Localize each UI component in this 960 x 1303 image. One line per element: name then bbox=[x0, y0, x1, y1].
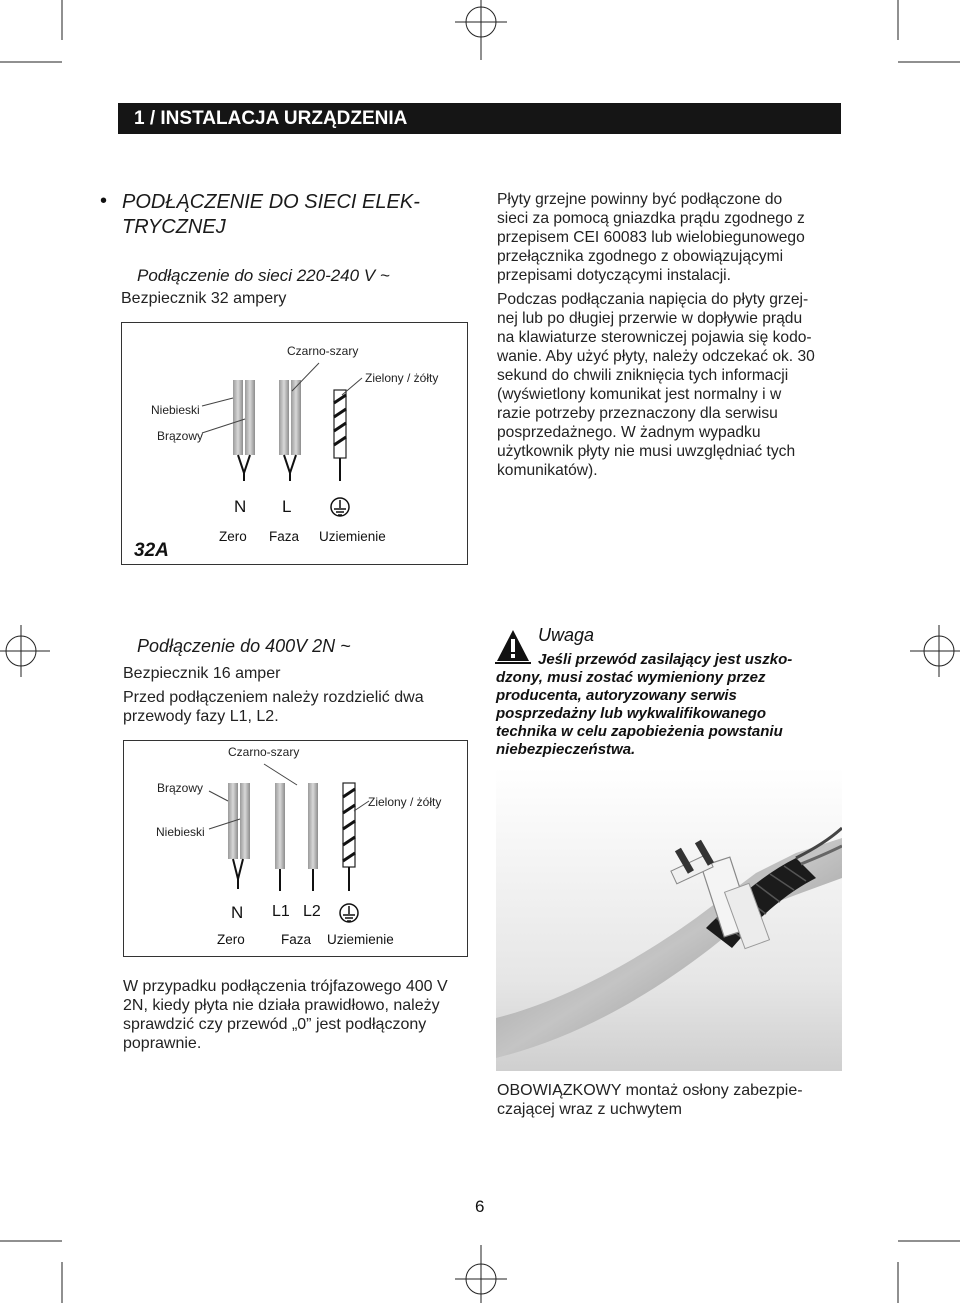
bullet: • bbox=[100, 190, 108, 212]
page-number: 6 bbox=[475, 1197, 485, 1216]
section-title bbox=[122, 190, 420, 240]
para1-line: Płyty grzejne powinny być podłączone do bbox=[497, 191, 783, 208]
label-zero: Zero bbox=[219, 529, 247, 544]
wiring-diagram-single-phase bbox=[121, 322, 468, 565]
warning-line: niebezpieczeństwa. bbox=[496, 741, 636, 758]
para2-line: Podczas podłączania napięcia do płyty grzej- bbox=[497, 291, 809, 308]
para1-line: przepisem CEI 60083 lub wielobiegunowego bbox=[497, 229, 805, 246]
para2-line: na klawiaturze sterowniczej pojawia się kodo- bbox=[497, 329, 812, 346]
para1-line: przepisami dotyczącymi instalacji. bbox=[497, 267, 731, 284]
three-phase-line: poprawnie. bbox=[123, 1035, 202, 1052]
label-black-grey: Czarno-szary bbox=[228, 745, 300, 759]
fuse-rating-32a: Bezpiecznik 32 ampery bbox=[121, 290, 287, 307]
note-line: Przed podłączeniem należy rozdzielić dwa bbox=[123, 689, 424, 706]
warning-line: technika w celu zapobieżenia powstaniu bbox=[496, 723, 783, 740]
warning-line: producenta, autoryzowany serwis bbox=[496, 687, 737, 704]
label-black-grey: Czarno-szary bbox=[287, 344, 359, 358]
terminal-l2: L2 bbox=[303, 903, 321, 920]
para2-line: sekund do chwili zniknięcia tych informacji bbox=[497, 367, 789, 384]
para2-line: nej lub po długiej przerwie w dopływie prądu bbox=[497, 310, 803, 327]
cable-clamp-photo bbox=[496, 768, 842, 1071]
label-blue: Niebieski bbox=[156, 825, 205, 839]
label-green-yellow: Zielony / żółty bbox=[365, 371, 439, 385]
para2-line: komunikatów). bbox=[497, 462, 598, 479]
warning-title: Uwaga bbox=[538, 625, 595, 645]
para1-line: sieci za pomocą gniazdka prądu zgodnego z bbox=[497, 210, 805, 227]
label-phase: Faza bbox=[269, 529, 300, 544]
warning-line-1: Jeśli przewód zasilający jest uszko- bbox=[538, 651, 793, 668]
terminal-n: N bbox=[231, 903, 244, 922]
para1-line: przełącznika zgodnego z obowiązującymi bbox=[497, 248, 784, 265]
subsection-title-400v: Podłączenie do 400V 2N ~ bbox=[137, 636, 351, 656]
split-phases-note bbox=[123, 688, 424, 726]
connection-instructions bbox=[497, 190, 842, 285]
warning-line: dzony, musi zostać wymieniony przez bbox=[496, 669, 766, 686]
para2-line: posprzedażnego. W żadnym wypadku bbox=[497, 424, 761, 441]
note-line: przewody fazy L1, L2. bbox=[123, 708, 279, 725]
caption-line: czającej wraz z uchwytem bbox=[497, 1101, 682, 1118]
wiring-diagram2-drawing bbox=[124, 741, 466, 955]
label-earth: Uziemienie bbox=[319, 529, 386, 544]
warning-line: posprzedażny lub wykwalifikowanego bbox=[496, 705, 767, 722]
three-phase-note bbox=[123, 977, 473, 1053]
power-on-note bbox=[497, 290, 842, 480]
terminal-n: N bbox=[234, 497, 247, 516]
cable-clamp-illustration bbox=[496, 768, 842, 1071]
fuse-rating-16a: Bezpiecznik 16 amper bbox=[123, 665, 281, 682]
earth-symbol-icon bbox=[331, 498, 349, 516]
photo-caption bbox=[497, 1081, 842, 1119]
para2-line: (wyświetlony komunikat jest normalny i w bbox=[497, 386, 782, 403]
warning-text bbox=[496, 669, 841, 759]
label-brown: Brązowy bbox=[157, 781, 204, 795]
wiring-diagram-drawing bbox=[122, 323, 466, 563]
three-phase-line: W przypadku podłączenia trójfazowego 400 V bbox=[123, 978, 448, 995]
wiring-diagram-two-phase bbox=[123, 740, 468, 957]
earth-symbol-icon bbox=[340, 904, 358, 922]
section-title-line2: TRYCZNEJ bbox=[122, 216, 226, 238]
label-earth: Uziemienie bbox=[327, 932, 394, 947]
subsection-title-230v: Podłączenie do sieci 220-240 V ~ bbox=[137, 266, 390, 285]
para2-line: razie potrzeby przeznaczony dla serwisu bbox=[497, 405, 778, 422]
label-blue: Niebieski bbox=[151, 403, 200, 417]
rating-32a: 32A bbox=[134, 540, 169, 561]
terminal-l1: L1 bbox=[272, 903, 290, 920]
warning-icon bbox=[495, 628, 531, 664]
three-phase-line: sprawdzić czy przewód „0” jest podłączony bbox=[123, 1016, 427, 1033]
label-phase: Faza bbox=[281, 932, 312, 947]
section-header: 1 / INSTALACJA URZĄDZENIA bbox=[118, 103, 841, 134]
terminal-l: L bbox=[282, 497, 292, 516]
label-brown: Brązowy bbox=[157, 429, 204, 443]
para2-line: wanie. Aby użyć płyty, należy odczekać ok. 30 bbox=[497, 348, 815, 365]
section-title-line1: PODŁĄCZENIE DO SIECI ELEK- bbox=[122, 191, 420, 213]
para2-line: użytkownik płyty nie musi uwzględniać tych bbox=[497, 443, 796, 460]
three-phase-line: 2N, kiedy płyta nie działa prawidłowo, należy bbox=[123, 997, 440, 1014]
label-zero: Zero bbox=[217, 932, 245, 947]
caption-line: OBOWIĄZKOWY montaż osłony zabezpie- bbox=[497, 1082, 803, 1099]
label-green-yellow: Zielony / żółty bbox=[368, 795, 442, 809]
